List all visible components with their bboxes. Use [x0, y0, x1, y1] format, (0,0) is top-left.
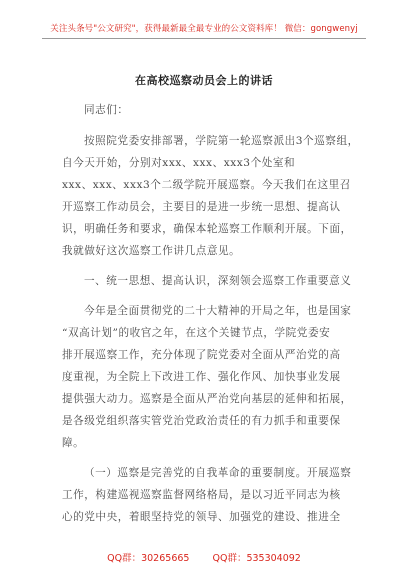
body-line: 识，明确任务和要求，确保本轮巡察工作顺利开展。下面， [62, 223, 352, 235]
salutation-line: 同志们： [84, 104, 129, 116]
body-line: 自今天开始，分别对xxx、xxx、xxx3个处室和 [62, 157, 296, 169]
document-title: 在高校巡察动员会上的讲话 [135, 74, 273, 87]
header-banner: 关注头条号"公文研究"，获得最新最全最专业的公文资料库！ 微信：gongwenyj [50, 24, 358, 34]
footer-qq-group-1: QQ群：30265665 [107, 553, 190, 564]
body-line: 我就做好这次巡察工作讲几点意见。 [62, 245, 241, 257]
body-line: “双高计划”的收官之年，在这个关键节点，学院党委安 [62, 327, 331, 339]
body-line: 障。 [62, 437, 85, 449]
body-line: 今年是全面贯彻党的二十大精神的开局之年，也是国家 [84, 305, 352, 317]
body-line: 工作，构建巡视巡察监督网络格局，是以习近平同志为核 [62, 489, 341, 501]
subsection-line: （一）巡察是完善党的自我革命的重要制度。开展巡察 [84, 467, 352, 479]
body-line: 是各级党组织落实管党治党政治责任的有力抓手和重要保 [62, 415, 341, 427]
body-line: 排开展巡察工作，充分体现了院党委对全面从严治党的高 [62, 349, 341, 361]
footer-qq-group-2: QQ群：535304092 [212, 553, 301, 564]
body-line: 度重视，为全院上下改进工作、强化作风、加快事业发展 [62, 371, 341, 383]
section-heading: 一、统一思想、提高认识，深刻领会巡察工作重要意义 [84, 275, 352, 287]
body-line: 按照院党委安排部署，学院第一轮巡察派出3个巡察组， [84, 135, 359, 147]
body-line: xxx、xxx、xxx3个二级学院开展巡察。今天我们在这里召 [62, 179, 351, 191]
footer [0, 550, 408, 564]
body-line: 开巡察工作动员会，主要目的是进一步统一思想、提高认 [62, 201, 341, 213]
header-divider [42, 38, 366, 39]
body-line: 心的党中央，着眼坚持党的领导、加强党的建设、推进全 [62, 511, 341, 523]
body-line: 提供强大动力。巡察是全面从严治党向基层的延伸和拓展， [62, 393, 352, 405]
